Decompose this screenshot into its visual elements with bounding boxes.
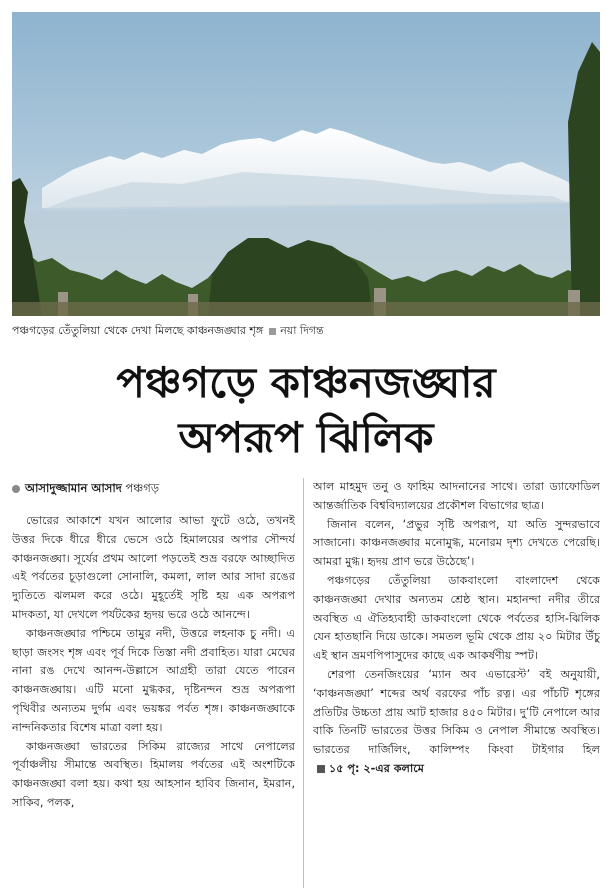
continuation-note: [313, 762, 424, 775]
continuation-text: ১৫ পৃ: ২-এর কলামে: [329, 761, 424, 775]
continuation-square-icon: [317, 765, 325, 773]
paragraph-text: শেরপা তেনজিংয়ের ‘ম্যান অব এভারেস্ট’ বই অনুযায়ী, ‘কাঞ্চনজঙ্ঘা’ শব্দের অর্থ বরফের পাঁচ রত্ন। এর পাঁচটি শৃঙ্গের প্রতিটির উচ্চতা প্রায় আট হাজার ৪৫০ মিটার। দু’টি নেপালে আর বাকি তিনটি ভারতের উত্তর সিকিম ও নেপাল সীমান্তে অবস্থিত। ভারতের দার্জিলিং, কালিম্পং কিংবা টাইগার হিল: [313, 667, 600, 757]
paragraph: ভোরের আকাশে যখন আলোর আভা ফুটে ওঠে, তখনই উত্তর দিকে ধীরে ধীরে ভেসে ওঠে হিমালয়ের অপার সৌন্দর্য কাঞ্চনজঙ্ঘা। সূর্যের প্রথম আলো পড়তেই শুভ্র বরফে আচ্ছাদিত এই পর্বতের চূড়াগুলো সোনালি, কমলা, লাল আর সাদা রঙের দ্যুতিতে ঝলমল করে ওঠে। মুহূর্তেই সৃষ্টি হয় এক অপরূপ মাদকতা, যা দেখলে পর্যটকের হৃদয় ভরে ওঠে আনন্দে।: [12, 514, 295, 621]
byline-place: পঞ্চগড়: [125, 481, 160, 495]
landscape-illustration: [12, 12, 600, 316]
caption-text: পঞ্চগড়ের তেঁতুলিয়া থেকে দেখা মিলছে কাঞ্চনজঙ্ঘার শৃঙ্গ: [12, 324, 264, 337]
headline-line-1: পঞ্চগড়ে কাঞ্চনজঙ্ঘার: [116, 358, 496, 407]
paragraph: কাঞ্চনজঙ্ঘার পশ্চিমে তামুর নদী, উত্তরে লহনাক চু নদী। এ ছাড়া জংসং শৃঙ্গ এবং পূর্ব দিকে তিস্তা নদী প্রবাহিত। যারা মেঘের নানা রঙ দেখে আনন্দ-উল্লাসে আগ্রহী তারা যেতে পারেন কাঞ্চনজঙ্ঘায়। এটি মনো মুগ্ধকর, দৃষ্টিনন্দন শুভ্র অপরূপা পৃথিবীর অন্যতম দুর্গম এবং ভয়ঙ্কর পর্বত শৃঙ্গ। কাঞ্চনজঙ্ঘাকে নান্দনিকতার বিশেষ মাত্রা বলা হয়।: [12, 626, 295, 734]
caption-credit: নয়া দিগন্ত: [280, 324, 324, 337]
column-divider: [303, 478, 304, 888]
headline: [12, 356, 600, 468]
headline-line-2: অপরূপ ঝিলিক: [178, 413, 434, 462]
byline: [12, 478, 295, 498]
paragraph: [313, 666, 600, 779]
article-column-right: [313, 478, 600, 896]
photo-caption: [12, 322, 600, 340]
byline-author: আসাদুজ্জামান আসাদ: [25, 481, 122, 495]
paragraph: কাঞ্চনজঙ্ঘা ভারতের সিকিম রাজ্যের সাথে নেপালের পূর্বাঞ্চলীয় সীমান্তে অবস্থিত। হিমালয় পর্বতের এই অংশটিকে কাঞ্চনজঙ্ঘা বলা হয়। কথা হয় আহসান হাবিব জিনান, ইমরান, সাকিব, পলক,: [12, 739, 295, 809]
caption-square-icon: [269, 328, 276, 335]
paragraph: জিনান বলেন, ‘প্রভুর সৃষ্টি অপরূপ, যা অতি সুন্দরভাবে সাজানো। কাঞ্চনজঙ্ঘার মনোমুগ্ধ, মনোরম দৃশ্য দেখতে পেরেছি। আমরা মুগ্ধ। হৃদয় প্রাণ ভরে উঠেছে’।: [313, 517, 600, 569]
kanchenjunga-photo: [12, 12, 600, 316]
paragraph: পঞ্চগড়ের তেঁতুলিয়া ডাকবাংলো বাংলাদেশ থেকে কাঞ্চনজঙ্ঘা দেখার অন্যতম শ্রেষ্ঠ স্থান। মহানন্দা নদীর তীরে অবস্থিত এ ঐতিহ্যবাহী ডাকবাংলো থেকে পর্বতের হাসি-ঝিলিক যেন হাতছানি দিয়ে ডাকে। সমতল ভূমি থেকে প্রায় ২০ মিটার উঁচু এই স্থান ভ্রমণপিপাসুদের কাছে এক আকর্ষণীয় স্পট।: [313, 573, 600, 663]
byline-bullet-icon: [12, 485, 20, 493]
ground: [12, 302, 600, 316]
article-column-left: [12, 478, 295, 896]
paragraph: আল মাহমুদ তনু ও ফাহিম আদনানের সাথে। তারা ড্যাফোডিল আন্তর্জাতিক বিশ্ববিদ্যালয়ের প্রকৌশল বিভাগের ছাত্র।: [313, 480, 600, 512]
